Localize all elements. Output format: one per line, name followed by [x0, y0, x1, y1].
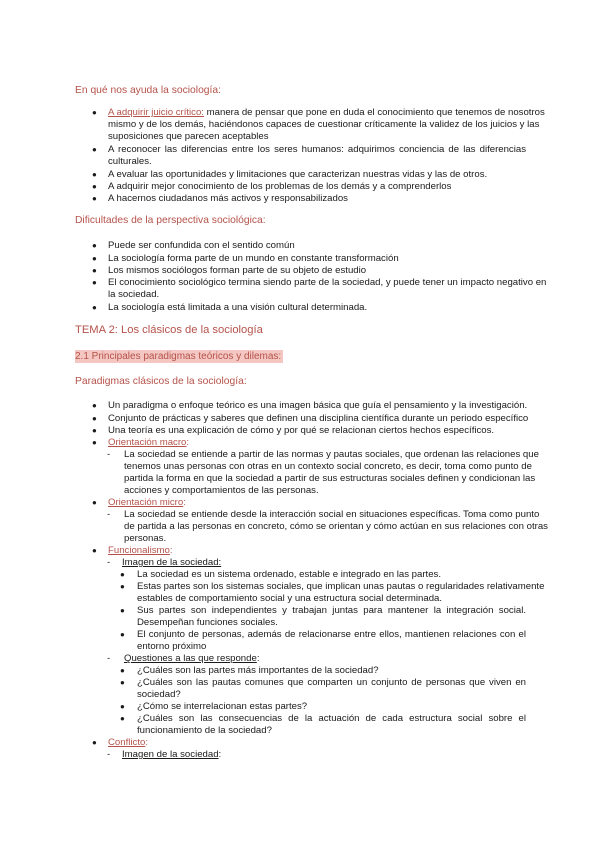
- list-item: A hacernos ciudadanos más activos y responsabilizados: [108, 193, 348, 204]
- dash-marker: -: [107, 749, 111, 760]
- list-item-line: culturales.: [108, 156, 152, 167]
- list-item-line: mismo y de los demás, haciéndonos capaces de cuestionar críticamente la validez de los juicios y las: [108, 119, 540, 130]
- paragraph-line: de partida a las personas en concreto, cómo se orientan y cómo actúan en sus relaciones con otras: [124, 521, 548, 532]
- paragraph-line: tenemos unas personas con otras en un contexto social concreto, es decir, toma como punto de: [124, 461, 532, 472]
- list-item-funcionalismo: Funcionalismo:: [108, 545, 173, 556]
- bullet-icon: ●: [92, 194, 97, 203]
- bullet-icon: ●: [92, 278, 97, 287]
- bullet-icon: ●: [120, 702, 125, 711]
- list-item: La sociología forma parte de un mundo en constante transformación: [108, 253, 399, 264]
- list-item: La sociología está limitada a una visión cultural determinada.: [108, 302, 368, 313]
- dash-marker: -: [107, 557, 111, 568]
- list-item-conflicto: Conflicto:: [108, 737, 148, 748]
- list-item: A reconocer las diferencias entre los seres humanos: adquirimos conciencia de las diferencias: [108, 144, 526, 155]
- list-item: ¿Cuáles son las partes más importantes de la sociedad?: [137, 665, 379, 676]
- list-item-line: la sociedad.: [108, 289, 160, 300]
- bullet-icon: ●: [92, 254, 97, 263]
- bullet-icon: ●: [92, 426, 97, 435]
- bullet-icon: ●: [92, 145, 97, 154]
- section-heading-paradigmas: Paradigmas clásicos de la sociología:: [75, 376, 247, 387]
- list-item: Conjunto de prácticas y saberes que definen una disciplina científica durante un periodo específico: [108, 413, 529, 424]
- paragraph-line: partida la forma en que la sociedad a partir de sus estructuras sociales definen y condicionan las: [124, 473, 536, 484]
- list-item-orientacion-micro: Orientación micro:: [108, 497, 186, 508]
- bullet-icon: ●: [120, 714, 125, 723]
- bullet-icon: ●: [92, 266, 97, 275]
- list-item-line: Desempeñan funciones sociales.: [137, 617, 278, 628]
- subheading-imagen-sociedad: Imagen de la sociedad:: [122, 557, 222, 568]
- bullet-icon: ●: [92, 108, 97, 117]
- list-item-line: suposiciones que parecen aceptables: [108, 131, 269, 142]
- bullet-icon: ●: [120, 678, 125, 687]
- list-item-line: estables de comportamiento social y una estructura social determinada.: [137, 593, 443, 604]
- list-item-orientacion-macro: Orientación macro:: [108, 437, 190, 448]
- bullet-icon: ●: [92, 438, 97, 447]
- list-item: Los mismos sociólogos forman parte de su objeto de estudio: [108, 265, 367, 276]
- bullet-icon: ●: [92, 401, 97, 410]
- bullet-icon: ●: [120, 570, 125, 579]
- list-item: Puede ser confundida con el sentido común: [108, 240, 295, 251]
- dash-marker: -: [107, 449, 111, 460]
- paragraph-line: personas.: [124, 533, 167, 544]
- term-funcionalismo: Funcionalismo: [108, 545, 170, 556]
- subsection-title-2-1: 2.1 Principales paradigmas teóricos y dilemas:: [75, 351, 282, 362]
- bullet-icon: ●: [92, 414, 97, 423]
- list-item-line: entorno próximo: [137, 641, 207, 652]
- bullet-icon: ●: [92, 546, 97, 555]
- term-orientacion-macro: Orientación macro: [108, 437, 187, 448]
- bullet-icon: ●: [120, 666, 125, 675]
- list-item: A adquirir juicio crítico: manera de pensar que pone en duda el conocimiento que tenemos de nosotros: [108, 107, 545, 118]
- page-title-tema-2: TEMA 2: Los clásicos de la sociología: [75, 324, 263, 336]
- list-item-line: funcionamiento de la sociedad?: [137, 725, 272, 736]
- list-item: Estas partes son los sistemas sociales, que implican unas pautas o regularidades relativamente: [137, 581, 545, 592]
- section-heading-ayuda: En qué nos ayuda la sociología:: [75, 85, 221, 96]
- list-item: Un paradigma o enfoque teórico es una imagen básica que guía el pensamiento y la investigación.: [108, 400, 528, 411]
- dash-marker: -: [107, 509, 111, 520]
- paragraph-line: La sociedad se entiende a partir de las normas y pautas sociales, que ordenan las relaciones que: [124, 449, 539, 460]
- list-item: El conocimiento sociológico termina siendo parte de la sociedad, y puede tener un impacto negativo en: [108, 277, 547, 288]
- term-orientacion-micro: Orientación micro: [108, 497, 184, 508]
- paragraph-line: La sociedad se entiende desde la interacción social en situaciones específicas. Toma como punto: [124, 509, 540, 520]
- bullet-icon: ●: [120, 606, 125, 615]
- bullet-icon: ●: [92, 303, 97, 312]
- list-item: ¿Cuáles son las pautas comunes que comparten un conjunto de personas que viven en: [137, 677, 526, 688]
- bullet-icon: ●: [92, 170, 97, 179]
- list-item: El conjunto de personas, además de relacionarse entre ellos, mantienen relaciones con el: [137, 629, 526, 640]
- term-conflicto: Conflicto: [108, 737, 146, 748]
- bullet-icon: ●: [120, 582, 125, 591]
- dash-marker: -: [107, 653, 111, 664]
- list-item: A evaluar las oportunidades y limitaciones que caracterizan nuestras vidas y las de otros.: [108, 169, 488, 180]
- list-item: ¿Cómo se interrelacionan estas partes?: [137, 701, 308, 712]
- subheading-cuestiones: Questiones a las que responde:: [124, 653, 260, 664]
- paragraph-line: acciones y comportamientos de las personas.: [124, 485, 319, 496]
- list-item: Una teoría es una explicación de cómo y por qué se relacionan ciertos hechos específicos.: [108, 425, 495, 436]
- bullet-icon: ●: [92, 182, 97, 191]
- list-item: La sociedad es un sistema ordenado, estable e integrado en las partes.: [137, 569, 442, 580]
- bullet-icon: ●: [92, 738, 97, 747]
- section-heading-dificultades: Dificultades de la perspectiva sociológica:: [75, 215, 266, 226]
- term-juicio-critico: A adquirir juicio crítico:: [108, 107, 204, 118]
- list-item: Sus partes son independientes y trabajan juntas para mantener la integración social.: [137, 605, 526, 616]
- bullet-icon: ●: [92, 241, 97, 250]
- subheading-imagen-sociedad-conflicto: Imagen de la sociedad:: [122, 749, 222, 760]
- bullet-icon: ●: [120, 630, 125, 639]
- bullet-icon: ●: [92, 498, 97, 507]
- list-item: A adquirir mejor conocimiento de los problemas de los demás y a comprenderlos: [108, 181, 452, 192]
- list-item-line: sociedad?: [137, 689, 181, 700]
- list-item: ¿Cuáles son las consecuencias de la actuación de cada estructura social sobre el: [137, 713, 526, 724]
